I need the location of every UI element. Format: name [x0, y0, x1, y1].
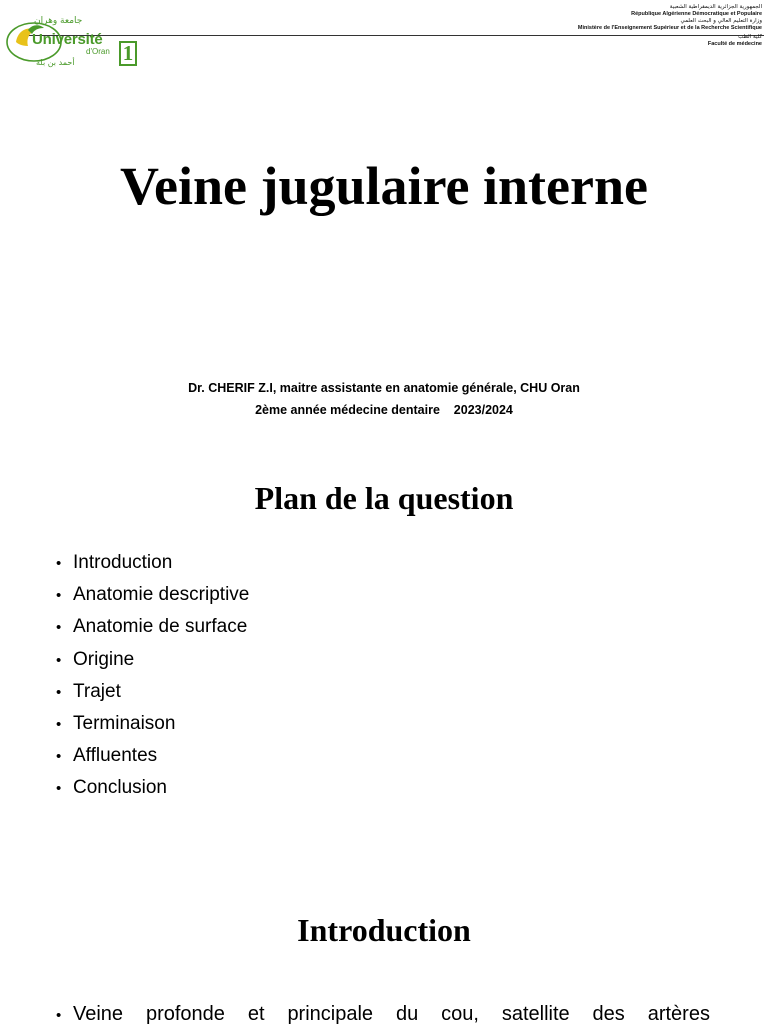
bullet-icon: • [56, 748, 62, 766]
ministry-line-ministry: Ministère de l'Enseignement Supérieur et de la Recherche Scientifique [577, 25, 762, 31]
plan-item-label: Terminaison [73, 712, 176, 734]
logo-doran-label: d'Oran [86, 47, 110, 56]
ministry-line-arabic-3: كلية الطب [738, 34, 762, 40]
plan-item-label: Origine [73, 648, 135, 670]
plan-item [56, 579, 249, 611]
bullet-icon: • [56, 780, 62, 798]
ministry-line-faculty: Faculté de médecine [707, 41, 762, 47]
author-line: Dr. CHERIF Z.I, maitre assistante en anatomie générale, CHU Oran [188, 381, 580, 395]
plan-item [56, 611, 249, 643]
introduction-title: Introduction [297, 912, 471, 948]
course-line: 2ème année médecine dentaire 2023/2024 [255, 403, 513, 417]
ministry-line-republic: République Algérienne Démocratique et Populaire [631, 11, 762, 17]
plan-item [56, 708, 249, 740]
introduction-paragraph [56, 998, 710, 1032]
plan-item-label: Trajet [73, 680, 121, 702]
slide-title: Veine jugulaire interne [120, 156, 648, 216]
plan-item [56, 547, 249, 579]
bullet-icon: • [56, 683, 62, 701]
ministry-line-arabic-1: الجمهورية الجزائرية الديمقراطية الشعبية [669, 4, 762, 10]
plan-item-label: Affluentes [73, 745, 158, 767]
introduction-first-line: Veine profonde et principale du cou, satellite des artères [73, 1003, 710, 1025]
logo-arabic-subname: أحمد بن بلة [36, 58, 75, 67]
plan-item-label: Introduction [73, 552, 173, 573]
ministry-block [572, 4, 762, 48]
plan-item [56, 676, 249, 708]
plan-list [56, 547, 249, 805]
page-header [0, 0, 768, 76]
author-block [0, 377, 768, 421]
plan-item-label: Anatomie de surface [73, 616, 248, 638]
logo-arabic-name: جامعة وهران [34, 16, 83, 26]
bullet-icon: • [56, 555, 62, 572]
plan-title: Plan de la question [254, 480, 514, 516]
plan-item-label: Anatomie descriptive [73, 584, 250, 606]
bullet-icon: • [56, 619, 62, 637]
plan-item-label: Conclusion [73, 777, 167, 799]
ministry-line-arabic-2: وزارة التعليم العالي و البحث العلمي [680, 18, 762, 24]
logo-university-label: Université [32, 31, 103, 48]
bullet-icon: • [56, 587, 62, 605]
university-logo [4, 12, 140, 70]
bullet-icon: • [56, 715, 62, 733]
plan-item [56, 740, 249, 772]
plan-item [56, 772, 249, 804]
plan-item [56, 644, 249, 676]
logo-number: 1 [119, 41, 137, 66]
bullet-icon: • [56, 651, 62, 669]
bullet-icon: • [56, 1007, 62, 1024]
